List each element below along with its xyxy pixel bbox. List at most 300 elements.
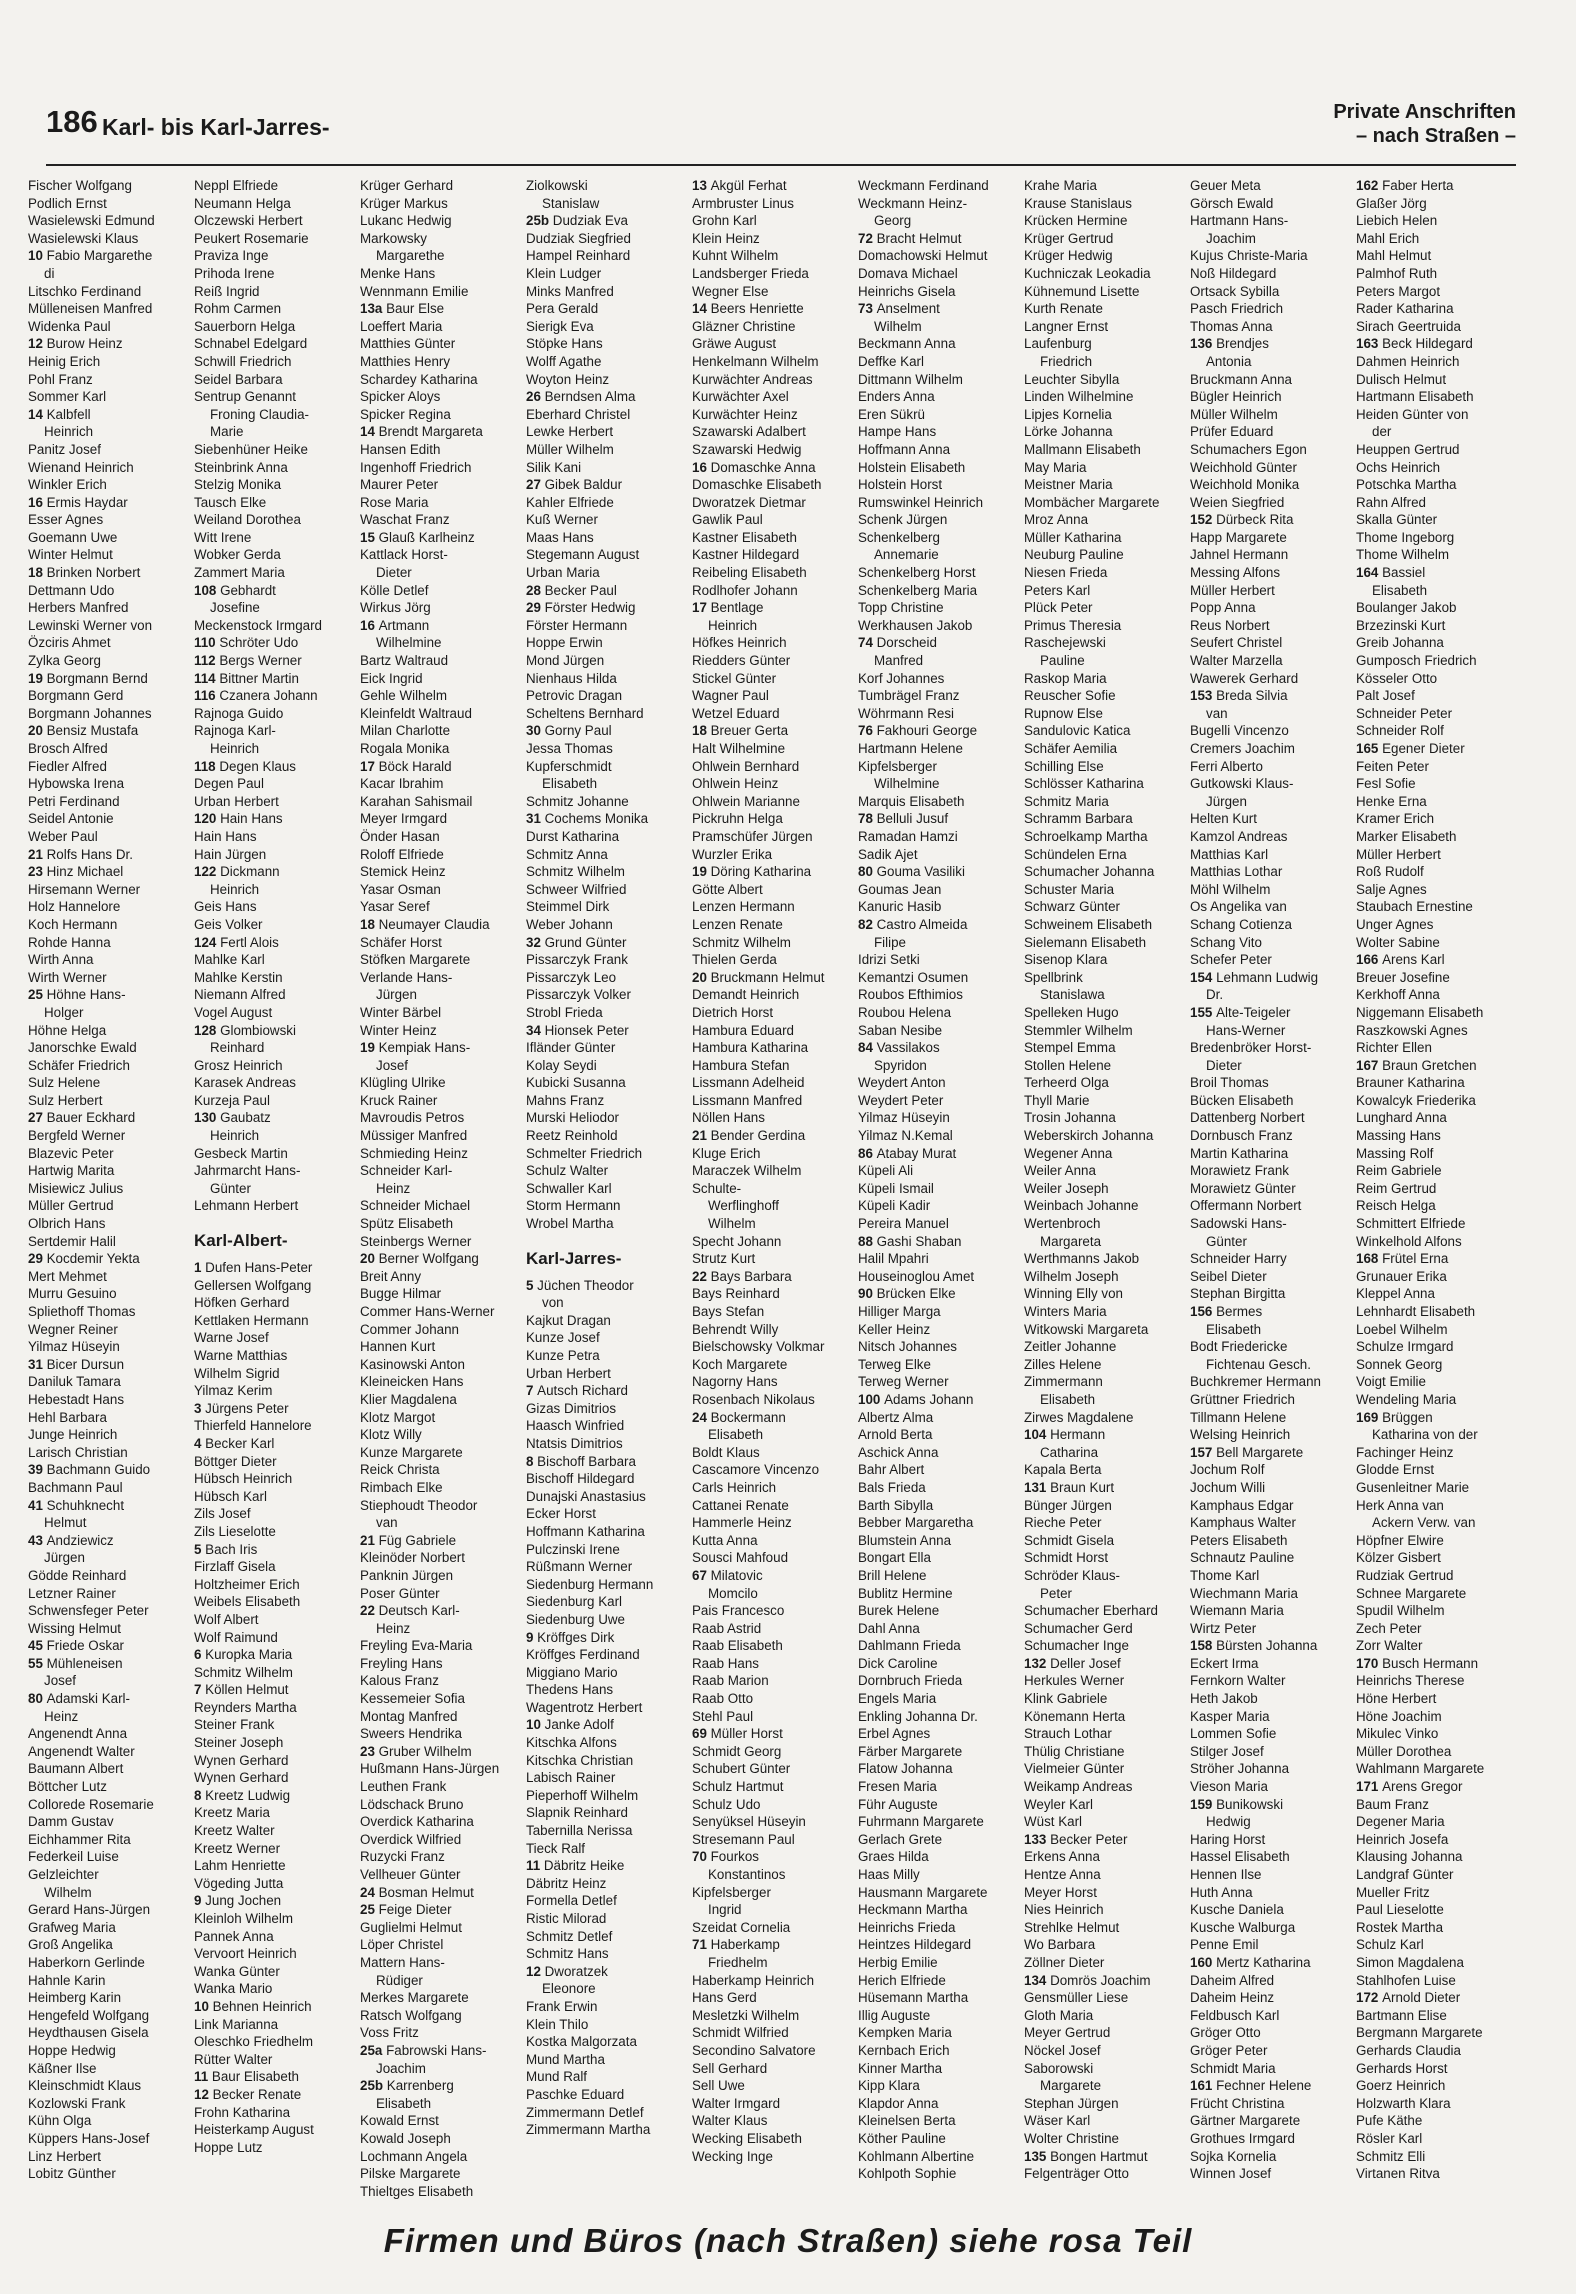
directory-entry: Borgmann Gerd (28, 688, 124, 704)
house-number: 27 (526, 477, 545, 493)
directory-entry (28, 1637, 194, 1655)
directory-entry: Kowald Joseph (360, 2130, 451, 2146)
directory-entry: Kettlaken Hermann (194, 1312, 309, 1328)
directory-entry: Möhl Wilhelm (1190, 881, 1271, 897)
directory-entry-continuation: Antonia (1206, 353, 1252, 369)
resident-name: Breuer Gerta (710, 723, 789, 739)
directory-entry: Holtzheimer Erich (194, 1576, 300, 1592)
directory-entry: Ramadan Hamzi (858, 828, 958, 844)
directory-entry: Thyll Marie (1024, 1092, 1090, 1108)
house-number: 31 (28, 1356, 47, 1372)
directory-entry: Woyton Heinz (526, 371, 610, 387)
directory-column (1356, 177, 1522, 2187)
directory-entry: Weiland Dorothea (194, 512, 301, 528)
directory-entry: Lödschack Bruno (360, 1796, 464, 1812)
resident-name: Fabrowski Hans- (386, 2042, 487, 2058)
directory-entry: Halt Wilhelmine (692, 741, 786, 756)
house-number: 132 (1024, 1655, 1051, 1671)
directory-entry: Blazevic Peter (28, 1145, 114, 1161)
resident-name: Bermes (1216, 1304, 1263, 1319)
directory-entry: Wetzel Eduard (692, 705, 780, 721)
directory-entry: Reiß Ingrid (194, 283, 260, 299)
directory-entry: Höhne Helga (28, 1022, 107, 1038)
directory-entry: Rüßmann Werner (526, 1559, 633, 1575)
directory-entry: Kessemeier Sofia (360, 1691, 465, 1707)
directory-entry: Zöllner Dieter (1024, 1954, 1105, 1970)
directory-entry: Heinig Erich (28, 353, 101, 369)
directory-entry: Ifländer Günter (526, 1040, 616, 1056)
directory-entry (858, 1145, 1024, 1163)
directory-entry: Schumacher Inge (1024, 1638, 1129, 1654)
directory-entry (360, 1532, 526, 1550)
directory-entry: Gerhards Claudia (1356, 2042, 1461, 2058)
house-number: 80 (858, 864, 877, 880)
resident-name: Jürgens Peter (205, 1400, 289, 1416)
directory-entry (526, 1963, 692, 1981)
house-number: 41 (28, 1497, 47, 1513)
house-number: 157 (1190, 1444, 1217, 1460)
directory-entry: Staubach Ernestine (1356, 899, 1473, 915)
directory-entry (692, 599, 858, 617)
resident-name: Bunikowski (1216, 1796, 1284, 1812)
directory-entry: Verlande Hans- (360, 969, 453, 985)
directory-entry: Tumbrägel Franz (858, 688, 960, 704)
directory-entry: Stempel Emma (1024, 1040, 1116, 1056)
directory-entry-continuation: Rüdiger (376, 1972, 423, 1988)
house-number: 158 (1190, 1638, 1217, 1654)
house-number: 90 (858, 1286, 877, 1302)
directory-entry-continuation: der (1372, 424, 1392, 440)
directory-entry: Breit Anny (360, 1268, 422, 1284)
directory-entry: Stahlhofen Luise (1356, 1972, 1456, 1988)
resident-name: Domaschke Anna (710, 459, 816, 475)
directory-entry: Salje Agnes (1356, 881, 1427, 897)
house-number: 136 (1190, 336, 1217, 352)
directory-entry: Stresemann Paul (692, 1831, 795, 1847)
directory-entry: Frank Erwin (526, 1998, 598, 2014)
resident-name: Arens Karl (1382, 952, 1445, 968)
directory-entry: Letzner Rainer (28, 1585, 116, 1601)
directory-entry-continuation: van (376, 1515, 398, 1531)
directory-entry: Weien Siegfried (1190, 494, 1285, 510)
directory-entry: Kusche Walburga (1190, 1919, 1296, 1935)
directory-entry: Hartwig Marita (28, 1163, 115, 1179)
resident-name: Bürsten Johanna (1216, 1638, 1318, 1654)
directory-entry: Goerz Heinrich (1356, 2078, 1446, 2094)
directory-entry: Spudil Wilhelm (1356, 1603, 1445, 1619)
directory-entry (526, 388, 692, 406)
house-number: 25a (360, 2042, 387, 2058)
directory-entry: Bublitz Hermine (858, 1585, 953, 1601)
directory-entry: Kipfelsberger (692, 1884, 771, 1900)
directory-entry: Massing Rolf (1356, 1145, 1434, 1161)
directory-entry (858, 1285, 1024, 1303)
directory-entry: Hain Hans (194, 828, 257, 844)
street-range: Karl- bis Karl-Jarres- (102, 114, 330, 140)
directory-entry (194, 1022, 360, 1040)
directory-entry-continuation: Spyridon (874, 1057, 927, 1073)
directory-entry: Holz Hannelore (28, 899, 121, 915)
directory-entry: Herbig Emilie (858, 1954, 938, 1970)
resident-name: Belluli Jusuf (876, 811, 949, 827)
directory-entry: Schäfer Horst (360, 934, 442, 950)
directory-entry: Hampe Hans (858, 424, 937, 440)
directory-entry: Firzlaff Gisela (194, 1559, 276, 1575)
house-number: 34 (526, 1022, 545, 1038)
section-title-line2: – nach Straßen – (1355, 125, 1516, 147)
directory-entry: Albertz Alma (858, 1409, 934, 1425)
directory-entry: Thierfeld Hannelore (194, 1418, 312, 1434)
directory-entry-continuation: Joachim (1206, 230, 1256, 246)
directory-entry: Goumas Jean (858, 881, 942, 897)
directory-entry: Herkules Werner (1024, 1673, 1125, 1689)
house-number: 5 (194, 1541, 206, 1557)
resident-name: Bischoff Barbara (537, 1453, 636, 1469)
directory-entry-continuation: Ackern Verw. van (1372, 1515, 1476, 1531)
directory-entry (1190, 1954, 1356, 1972)
directory-entry: Weiler Joseph (1024, 1180, 1109, 1196)
directory-entry: Gödde Reinhard (28, 1567, 127, 1583)
directory-entry: Helten Kurt (1190, 811, 1257, 827)
resident-name: Grund Günter (544, 934, 627, 950)
directory-entry: Dahl Anna (858, 1620, 920, 1636)
resident-name: Fabio Margarethe (46, 248, 153, 264)
directory-entry-continuation: Momcilo (708, 1585, 758, 1601)
directory-entry: Schwarz Günter (1024, 899, 1121, 915)
directory-entry: Brzezinski Kurt (1356, 617, 1446, 633)
house-number: 118 (194, 758, 220, 774)
directory-entry: Schmidt Maria (1190, 2060, 1276, 2076)
directory-entry: Gröger Peter (1190, 2042, 1268, 2058)
directory-entry-continuation: Annemarie (874, 547, 939, 563)
directory-entry: Demandt Heinrich (692, 987, 800, 1003)
directory-entry (1190, 2077, 1356, 2095)
directory-entry: Vielmeier Günter (1024, 1761, 1125, 1777)
directory-entry: Stephan Jürgen (1024, 2095, 1119, 2111)
resident-name: Deutsch Karl- (378, 1603, 460, 1619)
directory-entry: Mond Jürgen (526, 653, 605, 669)
directory-entry: Wiemann Maria (1190, 1603, 1284, 1619)
directory-entry: Dworatzek Dietmar (692, 494, 806, 510)
directory-entry: Wynen Gerhard (194, 1770, 289, 1786)
directory-entry: Klein Thilo (526, 2016, 589, 2032)
directory-entry: Potschka Martha (1356, 477, 1457, 493)
directory-entry: Raab Hans (692, 1655, 759, 1671)
directory-entry: Weberskirch Johanna (1024, 1128, 1154, 1144)
directory-entry: Schwaller Karl (526, 1180, 612, 1196)
directory-entry: Kölle Detlef (360, 582, 429, 598)
directory-entry: Spelleken Hugo (1024, 1004, 1119, 1020)
directory-entry: Steiner Joseph (194, 1735, 284, 1751)
directory-entry: Hirsemann Werner (28, 881, 141, 897)
directory-entry: Zech Peter (1356, 1620, 1422, 1636)
house-number: 14 (692, 301, 711, 317)
directory-entry: Bongart Ella (858, 1550, 931, 1566)
directory-entry: Schwill Friedrich (194, 353, 292, 369)
resident-name: Bays Barbara (710, 1268, 792, 1284)
directory-entry: Reibeling Elisabeth (692, 565, 807, 581)
directory-entry: Erkens Anna (1024, 1849, 1100, 1865)
directory-entry: Seidel Antonie (28, 811, 114, 827)
directory-entry: Dudziak Siegfried (526, 230, 631, 246)
directory-entry: Krüger Gertrud (1024, 230, 1114, 246)
directory-entry: Strobl Frieda (526, 1004, 603, 1020)
directory-entry: Wirth Anna (28, 952, 94, 968)
directory-entry: Skalla Günter (1356, 512, 1438, 528)
directory-entry: Virtanen Ritva (1356, 2166, 1440, 2182)
directory-entry: Köther Pauline (858, 2130, 946, 2146)
directory-entry-continuation: Wilhelmine (376, 635, 442, 651)
directory-entry (526, 212, 692, 230)
house-number: 154 (1190, 969, 1217, 985)
directory-entry: Praviza Inge (194, 248, 269, 264)
directory-entry (858, 300, 1024, 318)
house-number: 8 (526, 1453, 538, 1469)
directory-entry (526, 1857, 692, 1875)
directory-entry: Gerhards Horst (1356, 2060, 1448, 2076)
directory-entry: Gesbeck Martin (194, 1145, 288, 1161)
directory-entry: Schmitz Wilhelm (194, 1664, 293, 1680)
directory-entry: Dietrich Horst (692, 1004, 774, 1020)
directory-entry: Dahmen Heinrich (1356, 353, 1460, 369)
directory-entry: Rupnow Else (1024, 705, 1103, 721)
directory-entry-continuation: Heinz (376, 1180, 411, 1196)
directory-entry (692, 1268, 858, 1286)
directory-entry: Lehnhardt Elisabeth (1356, 1304, 1476, 1319)
directory-entry: Hennen Ilse (1190, 1867, 1262, 1882)
directory-entry: Wöhrmann Resi (858, 705, 954, 721)
house-number: 167 (1356, 1057, 1383, 1073)
directory-entry: Schmidt Georg (692, 1743, 782, 1759)
directory-entry: Winnen Josef (1190, 2166, 1272, 2182)
directory-entry: Weber Paul (28, 828, 98, 844)
directory-entry: Krücken Hermine (1024, 213, 1128, 229)
directory-entry: Meistner Maria (1024, 477, 1113, 493)
directory-entry: Schulz Udo (692, 1796, 761, 1812)
directory-entry: Frohn Katharina (194, 2104, 291, 2120)
house-number: 120 (194, 811, 221, 827)
directory-entry: Saborowski (1024, 2060, 1094, 2076)
directory-entry: Goemann Uwe (28, 529, 118, 545)
directory-entry-continuation: Wilhelm (708, 1216, 756, 1232)
directory-entry: Wennmann Emilie (360, 283, 469, 299)
directory-entry (1024, 1479, 1190, 1497)
directory-entry-continuation: Elisabeth (542, 776, 598, 792)
directory-entry (194, 934, 360, 952)
directory-entry: Grafweg Maria (28, 1919, 116, 1935)
directory-entry-continuation: Wilhelm (874, 318, 922, 334)
directory-entry (1190, 1637, 1356, 1655)
directory-entry-continuation: Jürgen (376, 987, 417, 1003)
directory-entry (28, 1461, 194, 1479)
directory-entry (360, 2042, 526, 2060)
directory-entry: Schäfer Friedrich (28, 1057, 130, 1073)
directory-entry: Brill Helene (858, 1567, 927, 1583)
directory-entry-continuation: Georg (874, 213, 912, 229)
directory-entry: Happ Margarete (1190, 529, 1287, 545)
header-rule (46, 164, 1516, 166)
directory-entry: Herk Anna van (1356, 1497, 1444, 1513)
directory-entry: Heinrich Josefa (1356, 1831, 1449, 1847)
directory-entry (526, 1453, 692, 1471)
resident-name: Hain Hans (220, 811, 283, 827)
directory-entry: Nienhaus Hilda (526, 670, 617, 686)
directory-entry: Schnautz Pauline (1190, 1550, 1295, 1566)
directory-entry: Gräwe August (692, 336, 777, 352)
directory-entry: Marquis Elisabeth (858, 793, 965, 809)
directory-entry: Mahl Erich (1356, 230, 1420, 246)
directory-entry: Minks Manfred (526, 283, 614, 299)
directory-entry: Neuburg Pauline (1024, 547, 1124, 563)
directory-entry: Strehlke Helmut (1024, 1919, 1120, 1935)
directory-entry: Durst Katharina (526, 828, 620, 844)
directory-entry: Fresen Maria (858, 1779, 937, 1795)
directory-entry: Primus Theresia (1024, 617, 1122, 633)
directory-entry-continuation: Werflinghoff (708, 1198, 779, 1214)
house-number: 20 (692, 969, 711, 985)
resident-name: Bittner Martin (219, 670, 299, 686)
directory-entry: Panknin Jürgen (360, 1567, 454, 1583)
resident-name: Förster Hedwig (544, 600, 636, 616)
directory-entry: Kamphaus Walter (1190, 1515, 1296, 1531)
resident-name: Kreetz Ludwig (205, 1787, 291, 1803)
directory-entry: Pera Gerald (526, 301, 599, 317)
directory-entry: Murski Heliodor (526, 1110, 620, 1126)
resident-name: Bauer Eckhard (46, 1110, 136, 1126)
resident-name: Gorny Paul (544, 723, 612, 739)
directory-entry: Reick Christa (360, 1462, 440, 1478)
directory-entry-continuation: Margarethe (376, 248, 445, 264)
directory-entry: Mesletzki Wilhelm (692, 2007, 800, 2023)
resident-name: Jung Jochen (205, 1893, 282, 1909)
directory-entry: Schmittert Elfriede (1356, 1216, 1466, 1232)
directory-columns (28, 177, 1528, 2199)
house-number: 114 (194, 670, 220, 686)
directory-entry: Brauner Katharina (1356, 1075, 1465, 1091)
directory-entry: Graes Hilda (858, 1849, 929, 1865)
directory-entry: Werthmanns Jakob (1024, 1251, 1140, 1267)
directory-entry: Prüfer Eduard (1190, 424, 1274, 440)
directory-entry: Witkowski Margareta (1024, 1321, 1149, 1337)
directory-entry: Pulczinski Irene (526, 1541, 620, 1557)
directory-entry: Müller Wilhelm (1190, 406, 1278, 422)
directory-entry (1356, 740, 1522, 758)
directory-entry: Enders Anna (858, 389, 935, 405)
directory-entry: Gensmüller Liese (1024, 1990, 1129, 2006)
directory-entry: Blumstein Anna (858, 1532, 952, 1548)
resident-name: Dworatzek (544, 1963, 608, 1979)
directory-entry: Ortsack Sybilla (1190, 283, 1280, 299)
directory-entry: Freyling Hans (360, 1655, 443, 1671)
resident-name: Beers Henriette (710, 301, 804, 317)
directory-entry: Olczewski Herbert (194, 213, 303, 229)
directory-entry: Jahrmarcht Hans- (194, 1163, 301, 1179)
resident-name: Vassilakos (876, 1040, 940, 1056)
directory-entry-continuation: Elisabeth (708, 1427, 764, 1443)
directory-entry (194, 1681, 360, 1699)
directory-entry-continuation: Heinrich (210, 1128, 260, 1144)
house-number: 23 (28, 864, 47, 880)
directory-entry: Weichhold Monika (1190, 477, 1300, 493)
resident-name: Gaubatz (220, 1110, 271, 1126)
directory-entry (1024, 1972, 1190, 1990)
directory-entry: Schmitz Johanne (526, 793, 629, 809)
resident-name: Kröffges Dirk (537, 1629, 615, 1645)
directory-entry: Massing Hans (1356, 1128, 1441, 1144)
directory-entry: Junge Heinrich (28, 1427, 118, 1443)
directory-entry (28, 494, 194, 512)
directory-entry: Szawarski Hedwig (692, 441, 802, 457)
directory-entry: Reus Norbert (1190, 617, 1270, 633)
directory-entry: Pannek Anna (194, 1928, 274, 1944)
directory-entry (858, 634, 1024, 652)
house-number: 169 (1356, 1409, 1383, 1425)
directory-entry: Laufenburg (1024, 336, 1092, 352)
house-number: 9 (526, 1629, 538, 1645)
directory-entry: Bischoff Hildegard (526, 1471, 635, 1487)
directory-entry: Markowsky (360, 230, 427, 246)
directory-entry (194, 1998, 360, 2016)
directory-entry (194, 687, 360, 705)
directory-entry: Mombächer Margarete (1024, 494, 1160, 510)
directory-entry: Wiechmann Maria (1190, 1585, 1298, 1601)
resident-name: Behnen Heinrich (212, 1998, 312, 2014)
directory-entry: Karasek Andreas (194, 1075, 296, 1091)
directory-entry: Barth Sibylla (858, 1497, 934, 1513)
resident-name: Dürbeck Rita (1216, 512, 1294, 528)
resident-name: Breda Silvia (1216, 688, 1288, 704)
directory-entry: Raskop Maria (1024, 670, 1107, 686)
directory-entry (1356, 1057, 1522, 1075)
directory-entry (1190, 511, 1356, 529)
directory-entry: Pohl Franz (28, 371, 93, 387)
resident-name: Bassiel (1382, 565, 1426, 581)
directory-entry (1190, 969, 1356, 987)
directory-entry: Degen Paul (194, 776, 264, 792)
directory-entry: Lenzen Renate (692, 916, 783, 932)
resident-name: Fertl Alois (220, 934, 279, 950)
house-number: 45 (28, 1638, 47, 1654)
directory-entry: Seibel Dieter (1190, 1268, 1267, 1284)
directory-entry: Stickel Günter (692, 670, 777, 686)
directory-entry: Winkelhold Alfons (1356, 1233, 1462, 1249)
directory-entry: Weydert Anton (858, 1075, 946, 1091)
house-number: 24 (692, 1409, 711, 1425)
directory-entry: Kramer Erich (1356, 811, 1435, 827)
directory-entry: Dunajski Anastasius (526, 1488, 646, 1504)
directory-entry: Müssiger Manfred (360, 1128, 468, 1144)
directory-entry: Wurzler Erika (692, 846, 773, 862)
house-number: 10 (194, 1998, 213, 2014)
resident-name: Brücken Elke (876, 1286, 956, 1302)
directory-entry: Rodlhofer Johann (692, 582, 798, 598)
directory-entry: Sommer Karl (28, 389, 107, 405)
directory-entry: Wienand Heinrich (28, 459, 134, 475)
directory-entry: Rajnoga Guido (194, 705, 284, 721)
directory-entry-continuation: Marie (210, 424, 244, 440)
directory-entry: Stemmler Wilhelm (1024, 1022, 1133, 1038)
directory-entry (28, 1690, 194, 1708)
directory-entry: Eckert Irma (1190, 1655, 1259, 1671)
directory-entry: Schumachers Egon (1190, 441, 1307, 457)
resident-name: Bockermann (710, 1409, 786, 1425)
directory-entry: Haas Milly (858, 1867, 920, 1882)
resident-name: Autsch Richard (537, 1383, 628, 1399)
house-number: 152 (1190, 512, 1217, 528)
house-number: 110 (194, 635, 220, 651)
directory-entry (194, 810, 360, 828)
directory-entry: Stephan Birgitta (1190, 1286, 1286, 1302)
